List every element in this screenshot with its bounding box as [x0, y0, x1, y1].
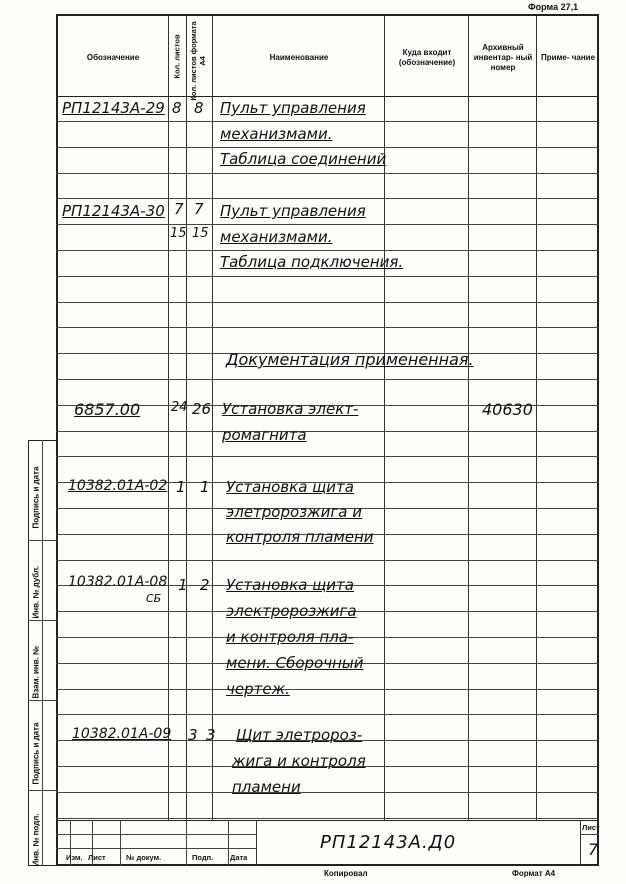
row2-count2: 15 [170, 226, 187, 241]
row-rule [56, 560, 599, 561]
side-label-inv-podl: Инв. № подл. [31, 813, 41, 867]
row-rule [56, 147, 599, 148]
row2-designation: РП12143А-30 [62, 202, 165, 220]
row-rule [56, 431, 599, 432]
header-sheets-a4: Кол. листов формата А4 [189, 21, 207, 101]
row2-a4-2: 15 [192, 226, 209, 241]
title-col-sign: Подп. [192, 853, 214, 862]
row6-suffix: СБ [146, 592, 162, 605]
section-applied-docs: Документация примененная. [226, 350, 474, 369]
header-archive-no: Архивный инвентар- ный номер [473, 43, 533, 72]
row7-name-line3: пламени [232, 778, 301, 796]
row4-name-line2: ромагнита [222, 426, 307, 444]
side-label-signature-date-1: Подпись и дата [31, 466, 41, 529]
row7-designation: 10382.01А-09 [72, 726, 172, 742]
row-rule [56, 224, 599, 225]
row-rule [56, 689, 599, 690]
footer-format: Формат А4 [512, 869, 556, 878]
row-rule [56, 121, 599, 122]
row7-a4: 3 [206, 726, 216, 744]
row-rule [56, 327, 599, 328]
header-name: Наименование [269, 53, 329, 62]
title-col-date: Дата [230, 853, 248, 862]
row-rule [56, 198, 599, 199]
row2-a4: 7 [194, 200, 204, 218]
row1-name-line3: Таблица соединений [220, 150, 387, 168]
row4-count: 24 [171, 400, 188, 415]
document-code: РП12143А.Д0 [320, 832, 457, 853]
row1-count: 8 [172, 99, 182, 117]
row4-name-line1: Установка элект- [222, 400, 359, 418]
title-col-list: Лист [88, 853, 106, 862]
header-where-used: Куда входит (обозначение) [398, 48, 456, 67]
row7-name-line2: жига и контроля [232, 752, 366, 770]
row-rule [56, 379, 599, 380]
row6-name-line3: и контроля пла- [226, 628, 354, 646]
row4-archive: 40630 [482, 400, 533, 419]
row6-name-line2: электророзжига [226, 602, 357, 620]
header-sheets-count: Кол. листов [172, 34, 182, 79]
row2-count: 7 [174, 200, 184, 218]
sheet-number: 7 [588, 840, 599, 859]
side-label-signature-date-2: Подпись и дата [31, 722, 41, 785]
side-label-inv-dubl: Инв. № дубл. [31, 565, 41, 619]
title-col-doc: № докум. [126, 853, 162, 862]
row7-count: 3 [188, 726, 198, 744]
form-label: Форма 27,1 [528, 2, 579, 12]
row2-name-line1: Пульт управления [220, 202, 366, 220]
row-rule [56, 276, 599, 277]
row6-count: 1 [178, 576, 188, 594]
row4-a4: 26 [192, 400, 212, 418]
row6-a4: 2 [200, 576, 210, 594]
row6-name-line4: мени. Сборочный [226, 654, 364, 672]
row1-a4: 8 [194, 99, 204, 117]
row5-name-line3: контроля пламени [226, 528, 374, 546]
title-col-izm: Изм. [66, 853, 83, 862]
row1-name-line2: механизмами. [220, 125, 333, 143]
sheet-label: Лист [582, 823, 600, 832]
row6-name-line5: чертеж. [226, 680, 290, 698]
row-rule [56, 714, 599, 715]
row-rule [56, 792, 599, 793]
row5-designation: 10382.01А-02 [68, 478, 168, 494]
row7-name-line1: Щит элетророз- [236, 726, 363, 744]
header-designation: Обозначение [86, 53, 140, 62]
row-rule [56, 818, 599, 819]
row1-designation: РП12143А-29 [62, 99, 165, 117]
row1-name-line1: Пульт управления [220, 99, 366, 117]
row5-count: 1 [176, 478, 186, 496]
row2-name-line3: Таблица подключения. [220, 253, 404, 271]
row-rule [56, 302, 599, 303]
row5-name-line2: элетророзжига и [226, 503, 363, 521]
row-rule [56, 456, 599, 457]
row2-name-line2: механизмами. [220, 228, 333, 246]
row5-name-line1: Установка щита [226, 478, 354, 496]
row-rule [56, 173, 599, 174]
row6-name-line1: Установка щита [226, 576, 354, 594]
footer-copied: Копировал [324, 869, 368, 878]
row-rule [56, 250, 599, 251]
header-note: Приме- чание [540, 53, 596, 62]
row6-designation: 10382.01А-08 [68, 574, 168, 590]
row5-a4: 1 [200, 478, 210, 496]
row4-designation: 6857.00 [74, 400, 141, 419]
side-label-vzam-inv: Взам. инв. № [31, 646, 41, 699]
